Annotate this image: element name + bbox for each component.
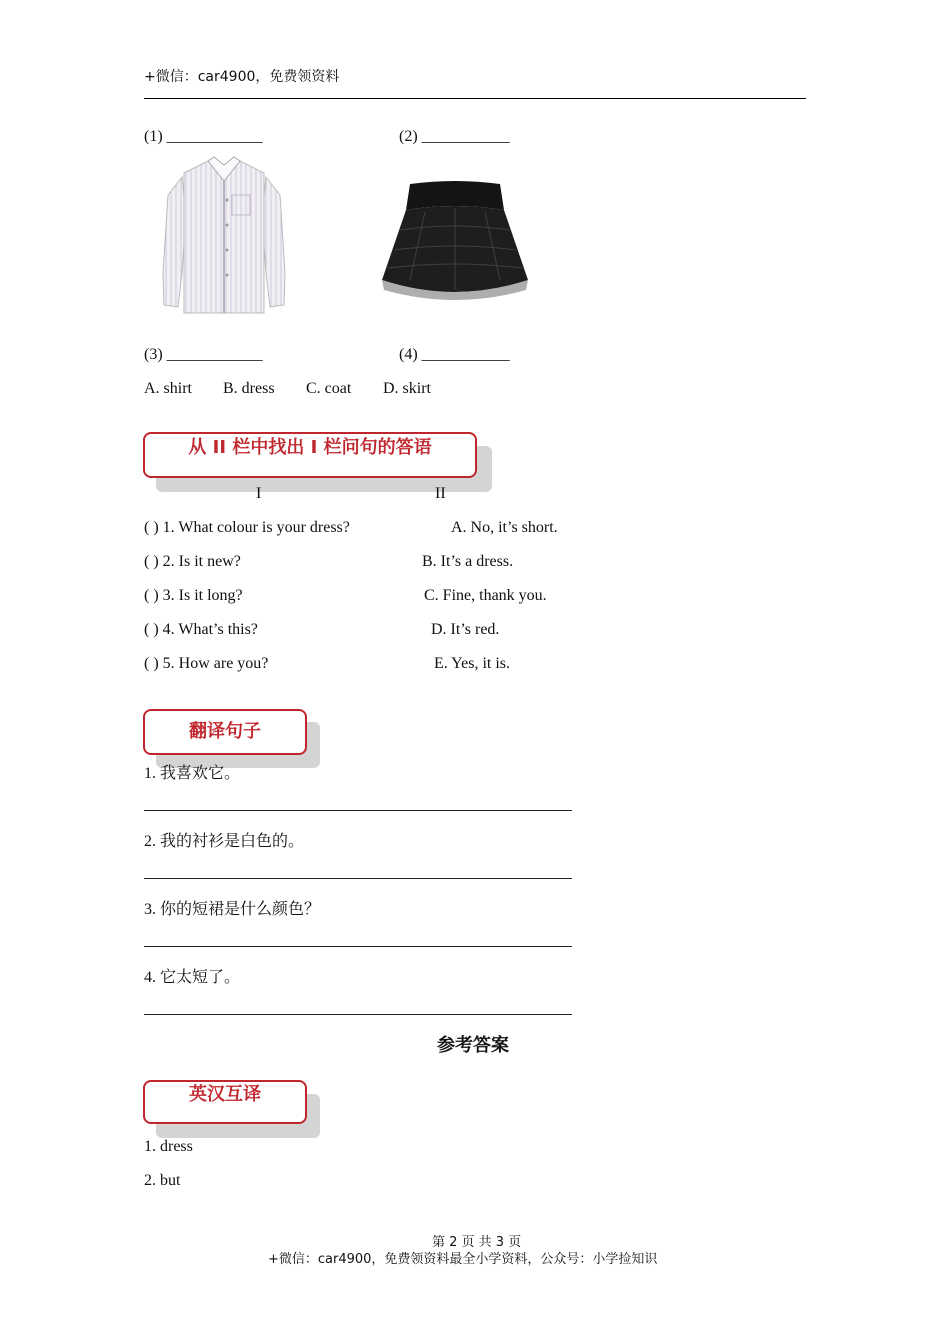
column-ii-label: II <box>435 485 446 502</box>
translate-item-4: 4. 它太短了。 <box>144 969 241 986</box>
page-header-note: +微信：car4900，免费领资料 <box>144 69 340 85</box>
shirt-image <box>160 155 288 317</box>
answer-key-heading: 参考答案 <box>437 1035 509 1056</box>
option-a: A. shirt <box>144 380 192 397</box>
translate-item-2: 2. 我的衬衫是白色的。 <box>144 833 305 850</box>
answer-line-3 <box>144 946 572 947</box>
match-answer-e: E. Yes, it is. <box>434 655 511 672</box>
option-d: D. skirt <box>383 380 431 397</box>
match-question-5: ( ) 5. How are you? <box>144 655 269 672</box>
match-question-1: ( ) 1. What colour is your dress? <box>144 519 350 536</box>
answer-line-4 <box>144 1014 572 1015</box>
match-question-2: ( ) 2. Is it new? <box>144 553 241 570</box>
answers-section-title: 英汉互译 <box>143 1080 307 1124</box>
option-b: B. dress <box>223 380 275 397</box>
page-number: 第 2 页 共 3 页 <box>432 1235 522 1250</box>
answer-line-2 <box>144 878 572 879</box>
match-answer-a: A. No, it’s short. <box>451 519 558 536</box>
footer-note: +微信：car4900，免费领资料最全小学资料，公众号：小学捡知识 <box>268 1252 658 1267</box>
match-question-3: ( ) 3. Is it long? <box>144 587 243 604</box>
blank-1: (1) ____________ <box>144 128 263 145</box>
match-section-title: 从 II 栏中找出 I 栏问句的答语 <box>143 432 477 478</box>
blank-3: (3) ____________ <box>144 346 263 363</box>
match-answer-b: B. It’s a dress. <box>422 553 514 570</box>
column-i-label: I <box>256 485 262 502</box>
match-answer-d: D. It’s red. <box>431 621 500 638</box>
skirt-image <box>380 180 530 308</box>
translate-section-title: 翻译句子 <box>143 709 307 755</box>
match-answer-c: C. Fine, thank you. <box>424 587 547 604</box>
option-c: C. coat <box>306 380 352 397</box>
blank-4: (4) ___________ <box>399 346 510 363</box>
answer-item-2: 2. but <box>144 1172 181 1189</box>
translate-item-3: 3. 你的短裙是什么颜色？ <box>144 901 321 918</box>
answer-line-1 <box>144 810 572 811</box>
answer-item-1: 1. dress <box>144 1138 193 1155</box>
match-question-4: ( ) 4. What’s this? <box>144 621 258 638</box>
header-rule <box>144 98 806 99</box>
translate-item-1: 1. 我喜欢它。 <box>144 765 241 782</box>
blank-2: (2) ___________ <box>399 128 510 145</box>
